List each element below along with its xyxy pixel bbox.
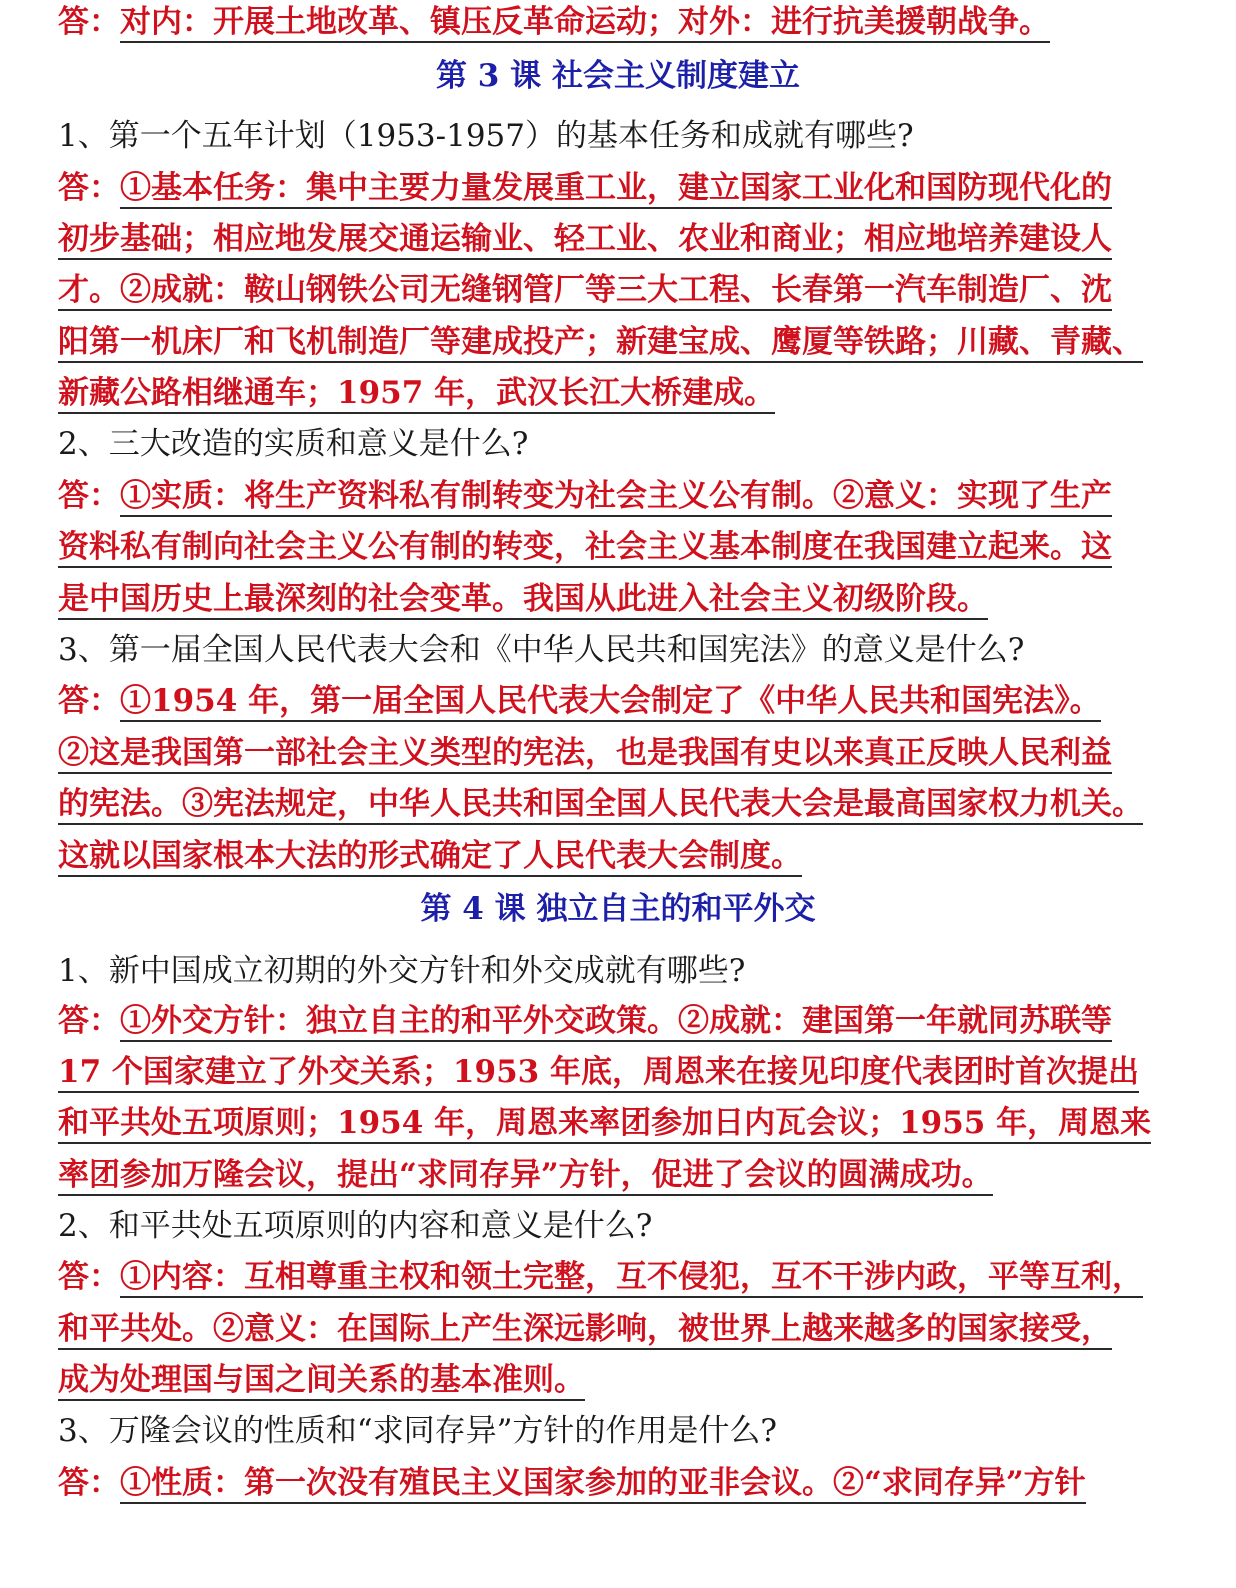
answer-text: 和平共处。②意义：在国际上产生深远影响，被世界上越来越多的国家接受， <box>58 1311 1112 1350</box>
answer-text: ①基本任务：集中主要力量发展重工业，建立国家工业化和国防现代化的 <box>120 170 1112 209</box>
answer-text: 这就以国家根本大法的形式确定了人民代表大会制度。 <box>58 838 802 877</box>
answer-label: 答： <box>58 683 120 719</box>
answer-text: 率团参加万隆会议，提出“求同存异”方针，促进了会议的圆满成功。 <box>58 1157 993 1196</box>
answer-line <box>58 1001 1112 1041</box>
answer-text: ①性质：第一次没有殖民主义国家参加的亚非会议。②“求同存异”方针 <box>120 1465 1086 1504</box>
answer-line <box>58 2 1050 42</box>
answer-text: 和平共处五项原则；1954 年，周恩来率团参加日内瓦会议；1955 年，周恩来 <box>58 1105 1151 1144</box>
answer-line <box>58 1463 1086 1503</box>
answer-line <box>58 1103 1151 1143</box>
answer-line <box>58 784 1143 824</box>
answer-line <box>58 373 775 413</box>
lesson-4-heading: 第 4 课 独立自主的和平外交 <box>420 891 816 927</box>
answer-text: 阳第一机床厂和飞机制造厂等建成投产；新建宝成、鹰厦等铁路；川藏、青藏、 <box>58 324 1143 363</box>
answer-label: 答： <box>58 478 120 514</box>
answer-text: 17 个国家建立了外交关系；1953 年底，周恩来在接见印度代表团时首次提出 <box>58 1054 1139 1093</box>
question: 1、第一个五年计划（1953-1957）的基本任务和成就有哪些? <box>58 118 914 154</box>
answer-line <box>58 322 1143 362</box>
answer-text: ①内容：互相尊重主权和领土完整，互不侵犯，互不干涉内政，平等互利， <box>120 1259 1143 1298</box>
answer-line <box>58 836 802 876</box>
answer-text: ①外交方针：独立自主的和平外交政策。②成就：建国第一年就同苏联等 <box>120 1003 1112 1042</box>
question: 1、新中国成立初期的外交方针和外交成就有哪些? <box>58 953 746 989</box>
answer-line <box>58 1052 1139 1092</box>
answer-line <box>58 168 1112 208</box>
lesson-3-heading: 第 3 课 社会主义制度建立 <box>436 58 800 94</box>
answer-text: 是中国历史上最深刻的社会变革。我国从此进入社会主义初级阶段。 <box>58 581 988 620</box>
answer-line <box>58 476 1112 516</box>
answer-label: 答： <box>58 1003 120 1039</box>
answer-line <box>58 527 1112 567</box>
answer-line <box>58 270 1112 310</box>
answer-line <box>58 1155 993 1195</box>
question: 2、和平共处五项原则的内容和意义是什么? <box>58 1208 653 1244</box>
answer-line <box>58 1309 1112 1349</box>
answer-text: 才。②成就：鞍山钢铁公司无缝钢管厂等三大工程、长春第一汽车制造厂、沈 <box>58 272 1112 311</box>
answer-label: 答： <box>58 1259 120 1295</box>
answer-text: ②这是我国第一部社会主义类型的宪法，也是我国有史以来真正反映人民利益 <box>58 735 1112 774</box>
answer-text: 新藏公路相继通车；1957 年，武汉长江大桥建成。 <box>58 375 775 414</box>
answer-line <box>58 219 1112 259</box>
answer-text: ①实质：将生产资料私有制转变为社会主义公有制。②意义：实现了生产 <box>120 478 1112 517</box>
question: 2、三大改造的实质和意义是什么? <box>58 426 529 462</box>
answer-line <box>58 733 1112 773</box>
answer-label: 答： <box>58 4 120 40</box>
answer-line <box>58 579 988 619</box>
answer-text: 资料私有制向社会主义公有制的转变，社会主义基本制度在我国建立起来。这 <box>58 529 1112 568</box>
answer-text: 成为处理国与国之间关系的基本准则。 <box>58 1362 585 1401</box>
answer-text: ①1954 年，第一届全国人民代表大会制定了《中华人民共和国宪法》。 <box>120 683 1101 722</box>
answer-label: 答： <box>58 170 120 206</box>
answer-line <box>58 1360 585 1400</box>
answer-text: 初步基础；相应地发展交通运输业、轻工业、农业和商业；相应地培养建设人 <box>58 221 1112 260</box>
question: 3、第一届全国人民代表大会和《中华人民共和国宪法》的意义是什么? <box>58 632 1025 668</box>
question: 3、万隆会议的性质和“求同存异”方针的作用是什么? <box>58 1413 778 1449</box>
answer-line <box>58 681 1101 721</box>
answer-text: 对内：开展土地改革、镇压反革命运动；对外：进行抗美援朝战争。 <box>120 4 1050 43</box>
answer-text: 的宪法。③宪法规定，中华人民共和国全国人民代表大会是最高国家权力机关。 <box>58 786 1143 825</box>
answer-label: 答： <box>58 1465 120 1501</box>
answer-line <box>58 1257 1143 1297</box>
